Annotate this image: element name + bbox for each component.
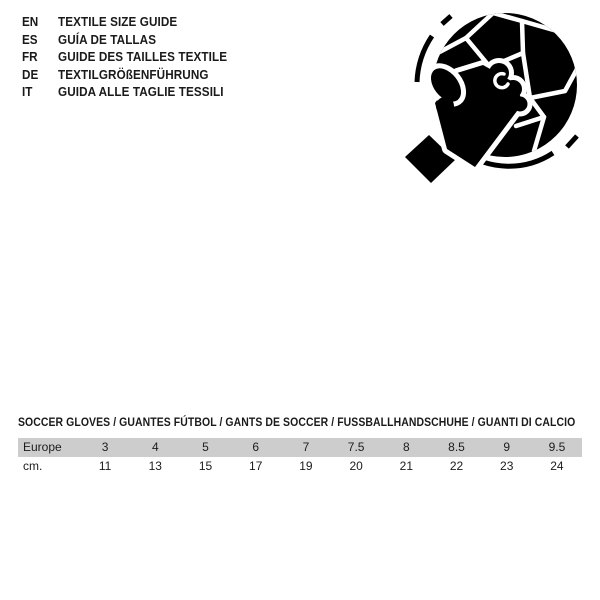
size-cell: 7 <box>302 440 310 454</box>
thumb-palm-bridge <box>436 97 454 115</box>
size-table-row-cm <box>18 457 582 476</box>
size-cell: 3 <box>101 440 109 454</box>
size-cell: 4 <box>151 440 159 454</box>
size-cell: 13 <box>148 458 162 473</box>
size-cell: 5 <box>202 440 209 454</box>
size-cell: 11 <box>98 458 112 473</box>
language-row-de <box>22 66 227 84</box>
language-label: GUÍA DE TALLAS <box>58 31 157 47</box>
size-cell: 20 <box>349 458 363 473</box>
size-table-title: SOCCER GLOVES / GUANTES FÚTBOL / GANTS DE SOCCER / FUSSBALLHANDSCHUHE / GUANTI DI CALCIO <box>18 415 576 429</box>
size-cell: 17 <box>249 458 263 473</box>
size-cell: 23 <box>500 458 514 473</box>
size-cell: 9 <box>503 440 511 454</box>
size-cell: 19 <box>299 458 313 473</box>
language-title-list <box>22 13 250 101</box>
size-row-label: cm. <box>23 458 43 473</box>
size-row-label: Europe <box>23 440 62 454</box>
language-code: EN <box>22 14 39 29</box>
size-cell: 8.5 <box>448 440 465 454</box>
language-code: FR <box>22 49 38 65</box>
size-cell: 6 <box>252 440 260 454</box>
language-code: DE <box>22 66 39 82</box>
language-label: TEXTILE SIZE GUIDE <box>58 14 178 29</box>
language-label: GUIDE DES TAILLES TEXTILE <box>58 49 228 65</box>
language-label: GUIDA ALLE TAGLIE TESSILI <box>58 84 224 100</box>
language-code: ES <box>22 31 38 47</box>
size-cell: 8 <box>402 440 410 454</box>
language-row-fr <box>22 48 227 66</box>
size-cell: 22 <box>449 458 464 473</box>
language-row-it <box>22 83 227 101</box>
size-cell: 15 <box>198 458 213 473</box>
language-row-en <box>22 13 227 31</box>
language-label: TEXTILGRÖßENFÜHRUNG <box>58 66 209 82</box>
size-cell: 24 <box>550 458 564 473</box>
goalkeeper-glove-ball-icon <box>405 5 595 195</box>
size-cell: 9.5 <box>548 440 566 454</box>
size-table-row-europe <box>18 438 582 457</box>
size-cell: 21 <box>399 458 413 473</box>
language-code: IT <box>22 84 33 100</box>
size-cell: 7.5 <box>347 440 365 454</box>
language-row-es <box>22 31 227 49</box>
size-table <box>18 438 582 475</box>
